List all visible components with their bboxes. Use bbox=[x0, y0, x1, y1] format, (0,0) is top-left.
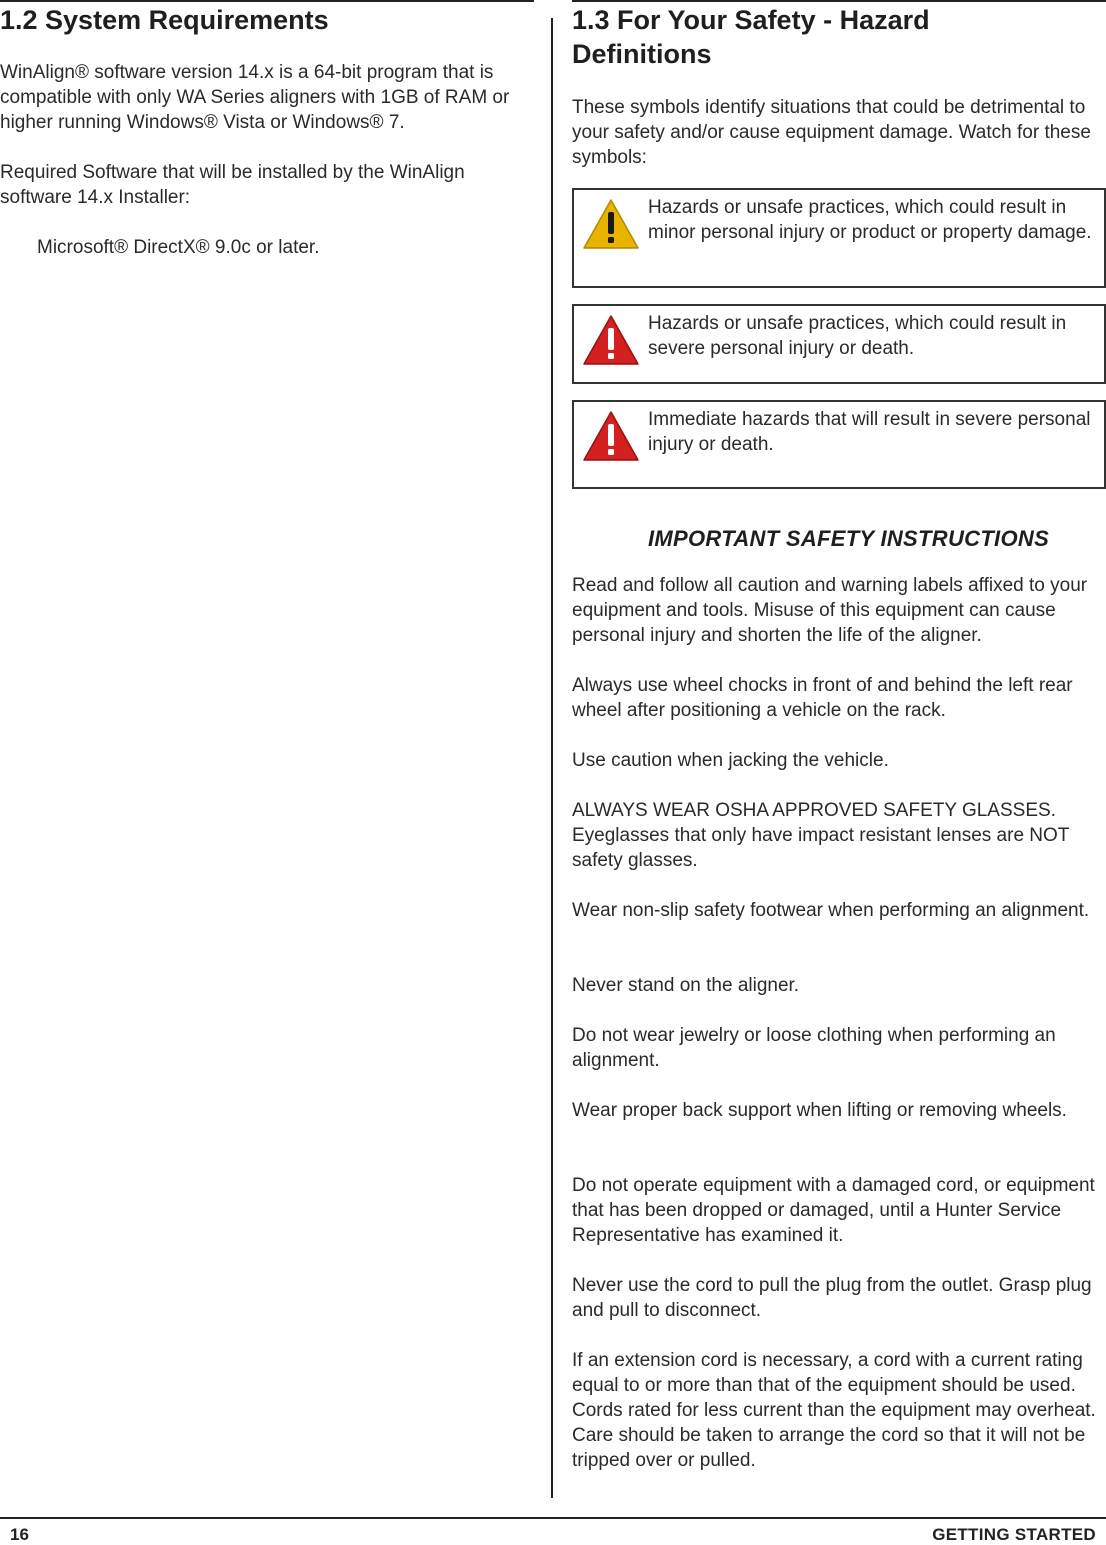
hazard-caution-text: Hazards or unsafe practices, which could result in minor personal injury or product or property damage. bbox=[648, 197, 1092, 243]
hazard-danger-text: Immediate hazards that will result in severe personal injury or death. bbox=[648, 409, 1091, 455]
hazard-intro-paragraph: These symbols identify situations that could be detrimental to your safety and/or cause equipment damage. Watch for these symbols: bbox=[572, 97, 1091, 168]
hazard-box-danger bbox=[572, 400, 1106, 489]
hazard-warning-text: Hazards or unsafe practices, which could result in severe personal injury or death. bbox=[648, 313, 1067, 359]
instruction-item: Always use wheel chocks in front of and behind the left rear wheel after positioning a vehicle on the rack. bbox=[572, 675, 1073, 721]
instruction-item: Never use the cord to pull the plug from the outlet. Grasp plug and pull to disconnect. bbox=[572, 1275, 1092, 1321]
instruction-item: Wear non-slip safety footwear when performing an alignment. bbox=[572, 900, 1090, 921]
requirements-paragraph: WinAlign® software version 14.x is a 64-bit program that is compatible with only WA Series aligners with 1GB of RAM or higher running Windows® Vista or Windows® 7. bbox=[0, 62, 510, 133]
instruction-item: Read and follow all caution and warning labels affixed to your equipment and tools. Misuse of this equipment can cause personal injury and shorten the life of the aligner. bbox=[572, 575, 1088, 646]
top-rule-left bbox=[0, 0, 534, 2]
hazard-box-caution bbox=[572, 188, 1106, 288]
instruction-item: Do not wear jewelry or loose clothing when performing an alignment. bbox=[572, 1025, 1056, 1071]
instruction-item: Never stand on the aligner. bbox=[572, 975, 800, 996]
page-number: 16 bbox=[10, 1525, 29, 1544]
important-safety-heading: IMPORTANT SAFETY INSTRUCTIONS bbox=[648, 526, 1050, 551]
footer-rule bbox=[0, 1517, 1106, 1519]
instruction-item: Do not operate equipment with a damaged cord, or equipment that has been dropped or damaged, until a Hunter Service Representative has examined it. bbox=[572, 1175, 1095, 1246]
section-heading-safety: 1.3 For Your Safety - Hazard Definitions bbox=[572, 5, 930, 69]
instruction-item: ALWAYS WEAR OSHA APPROVED SAFETY GLASSES. Eyeglasses that only have impact resistant lenses are NOT safety glasses. bbox=[572, 800, 1070, 871]
required-software-paragraph: Required Software that will be installed by the WinAlign software 14.x Installer: bbox=[0, 162, 465, 208]
footer-section-name: GETTING STARTED bbox=[932, 1525, 1096, 1544]
caution-triangle-icon bbox=[582, 198, 640, 250]
hazard-box-warning bbox=[572, 304, 1106, 384]
danger-triangle-icon bbox=[582, 410, 640, 462]
top-rule-right bbox=[572, 0, 1106, 2]
instruction-item: If an extension cord is necessary, a cord with a current rating equal to or more than that of the equipment should be used. Cords rated for less current than the equipment may overheat. Care should be taken to arrange the cord so that it will not be tripped over or pulled. bbox=[572, 1350, 1096, 1471]
instruction-item: Wear proper back support when lifting or removing wheels. bbox=[572, 1100, 1067, 1121]
column-divider bbox=[551, 18, 553, 1498]
section-heading-system-requirements: 1.2 System Requirements bbox=[0, 5, 329, 35]
instruction-item: Use caution when jacking the vehicle. bbox=[572, 750, 889, 771]
warning-triangle-icon bbox=[582, 314, 640, 366]
required-software-item: Microsoft® DirectX® 9.0c or later. bbox=[37, 237, 320, 258]
